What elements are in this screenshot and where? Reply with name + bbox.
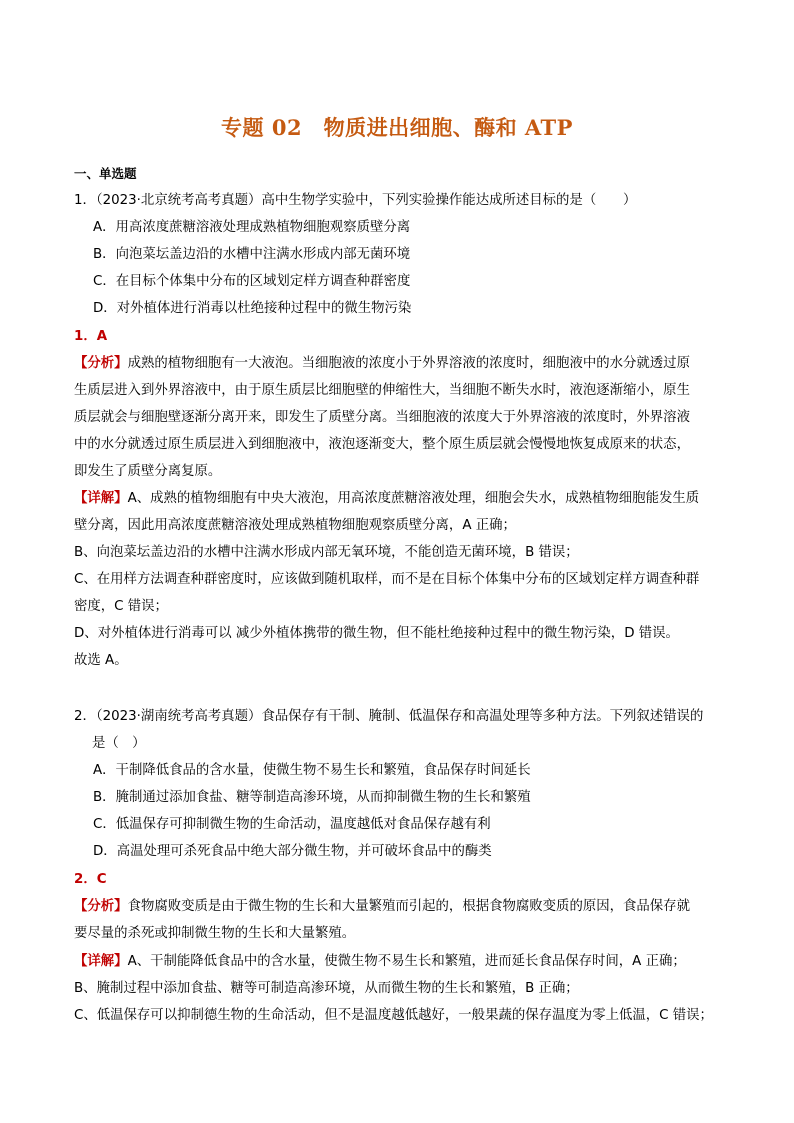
question-2-option-b: B．腌制通过添加食盐、糖等制造高渗环境，从而抑制微生物的生长和繁殖 bbox=[93, 790, 531, 805]
question-2-detail-line bbox=[74, 952, 686, 972]
question-1-detail-line: 壁分离，因此用高浓度蔗糖溶液处理成熟植物细胞观察质壁分离，A 正确； bbox=[74, 518, 516, 533]
question-1-option-d: D．对外植体进行消毒以杜绝接种过程中的微生物污染 bbox=[93, 301, 412, 316]
question-2-stem-continued: 是（ ） bbox=[92, 736, 146, 751]
question-2-detail-line: B、腌制过程中添加食盐、糖等可制造高渗环境，从而微生物的生长和繁殖，B 正确； bbox=[74, 981, 579, 996]
question-2-answer: 2．C bbox=[74, 872, 107, 887]
question-1-analysis-line bbox=[74, 354, 690, 374]
analysis-tag: 【分析】 bbox=[74, 899, 128, 914]
question-1-answer: 1．A bbox=[74, 329, 108, 344]
question-1-detail-line: 密度，C 错误； bbox=[74, 599, 168, 614]
detail-text: A、成熟的植物细胞有中央大液泡，用高浓度蔗糖溶液处理，细胞会失水，成熟植物细胞能发生质 bbox=[127, 491, 700, 506]
question-1-analysis-line: 生质层进入到外界溶液中，由于原生质层比细胞壁的伸缩性大，当细胞不断失水时，液泡逐渐缩小，原生 bbox=[74, 383, 690, 398]
question-1-conclusion: 故选 A。 bbox=[74, 653, 128, 668]
question-1-analysis-line: 质层就会与细胞壁逐渐分离开来，即发生了质壁分离。当细胞液的浓度大于外界溶液的浓度时，外界溶液 bbox=[74, 410, 690, 425]
question-1-analysis-line: 中的水分就透过原生质层进入到细胞液中，液泡逐渐变大，整个原生质层就会慢慢地恢复成原来的状态， bbox=[74, 437, 690, 452]
question-2-option-a: A．干制降低食品的含水量，使微生物不易生长和繁殖，食品保存时间延长 bbox=[93, 763, 531, 778]
question-1-detail-line: B、向泡菜坛盖边沿的水槽中注满水形成内部无氧环境，不能创造无菌环境，B 错误； bbox=[74, 545, 579, 560]
question-2-option-d: D．高温处理可杀死食品中绝大部分微生物，并可破坏食品中的酶类 bbox=[93, 844, 492, 859]
detail-tag: 【详解】 bbox=[74, 491, 128, 506]
question-2-analysis-line: 要尽量的杀死或抑制微生物的生长和大量繁殖。 bbox=[74, 926, 356, 941]
question-1-option-a: A．用高浓度蔗糖溶液处理成熟植物细胞观察质壁分离 bbox=[93, 220, 411, 235]
question-1-analysis-line: 即发生了质壁分离复原。 bbox=[74, 464, 222, 479]
section-heading: 一、单选题 bbox=[74, 166, 137, 181]
question-1-option-b: B．向泡菜坛盖边沿的水槽中注满水形成内部无菌环境 bbox=[93, 247, 411, 262]
page-title: 专题 02 物质进出细胞、酶和 ATP bbox=[221, 115, 573, 140]
analysis-text: 成熟的植物细胞有一大液泡。当细胞液的浓度小于外界溶液的浓度时，细胞液中的水分就透过原 bbox=[127, 356, 690, 371]
analysis-tag: 【分析】 bbox=[74, 356, 128, 371]
question-1-detail-line: C、在用样方法调查种群密度时，应该做到随机取样，而不是在目标个体集中分布的区域划定样方调查种群 bbox=[74, 572, 700, 587]
question-2-detail-line: C、低温保存可以抑制德生物的生命活动，但不是温度越低越好，一般果蔬的保存温度为零上低温，C 错误； bbox=[74, 1008, 713, 1023]
question-1-option-c: C．在目标个体集中分布的区域划定样方调查种群密度 bbox=[93, 274, 411, 289]
question-2-analysis-line bbox=[74, 897, 690, 917]
question-2-stem: 2．（2023·湖南统考高考真题）食品保存有干制、腌制、低温保存和高温处理等多种方法。下列叙述错误的 bbox=[74, 709, 704, 724]
analysis-text: 食物腐败变质是由于微生物的生长和大量繁殖而引起的，根据食物腐败变质的原因，食品保存就 bbox=[127, 899, 690, 914]
question-2-option-c: C．低温保存可抑制微生物的生命活动，温度越低对食品保存越有利 bbox=[93, 817, 491, 832]
detail-text: A、干制能降低食品中的含水量，使微生物不易生长和繁殖，进而延长食品保存时间，A 正确； bbox=[127, 954, 686, 969]
detail-tag: 【详解】 bbox=[74, 954, 128, 969]
question-1-detail-line: D、对外植体进行消毒可以 减少外植体携带的微生物，但不能杜绝接种过程中的微生物污染，D 错误。 bbox=[74, 626, 679, 641]
question-1-stem: 1．（2023·北京统考高考真题）高中生物学实验中，下列实验操作能达成所述目标的是（ ） bbox=[74, 193, 637, 208]
question-1-detail-line bbox=[74, 489, 699, 509]
